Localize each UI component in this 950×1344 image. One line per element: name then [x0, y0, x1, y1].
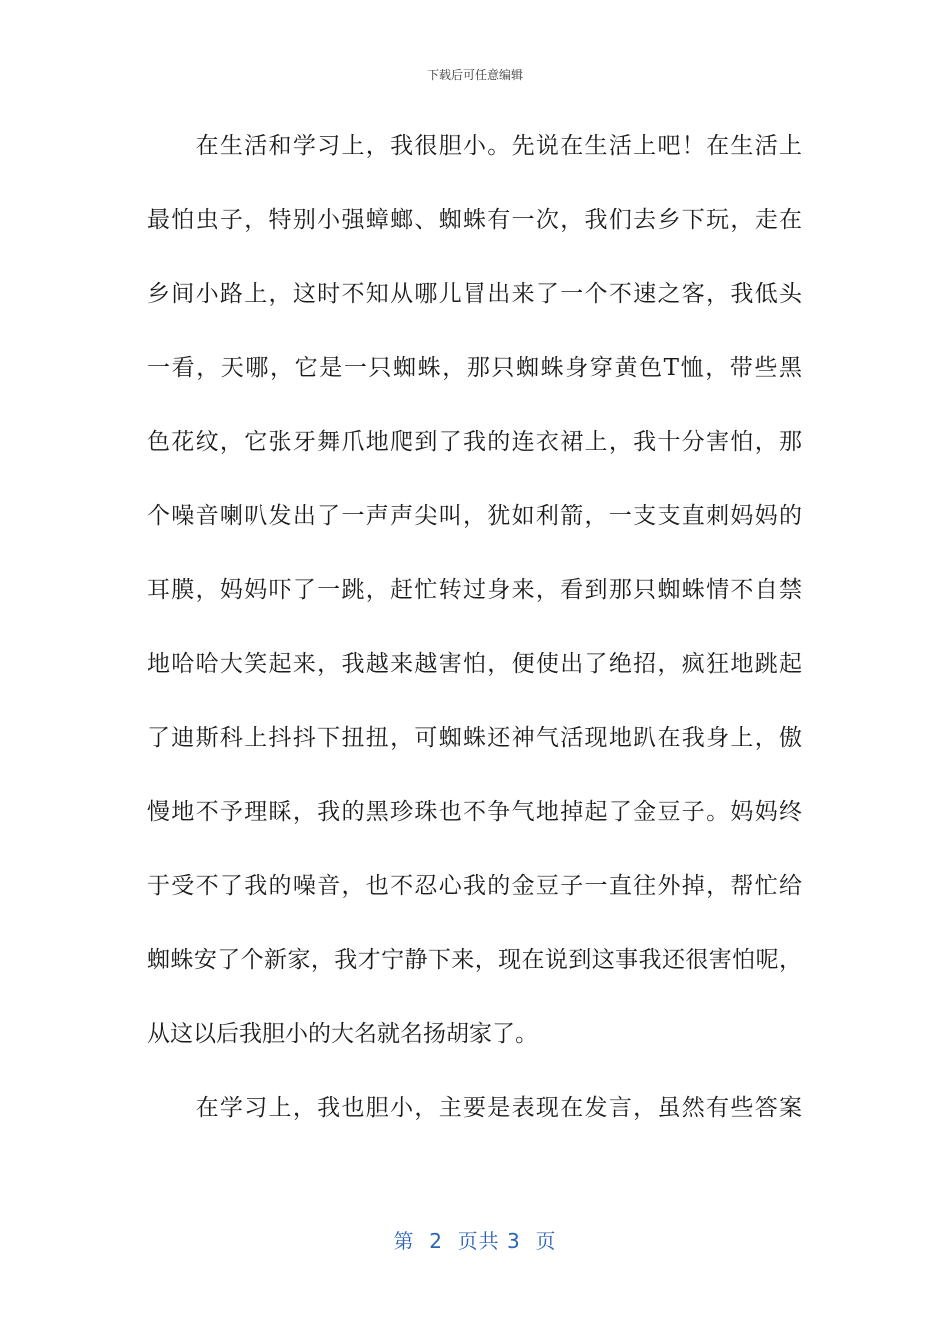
text-line: 地哈哈大笑起来，我越来越害怕，便使出了绝招，疯狂地跳起	[147, 651, 802, 677]
text-line: 色花纹，它张牙舞爪地爬到了我的连衣裙上，我十分害怕，那	[147, 429, 802, 455]
text-line: 一看，天哪，它是一只蜘蛛，那只蜘蛛身穿黄色T恤，带些黑	[147, 355, 802, 381]
text-line: 了迪斯科上抖抖下扭扭，可蜘蛛还神气活现地趴在我身上，傲	[147, 725, 802, 751]
text-line: 乡间小路上，这时不知从哪儿冒出来了一个不速之客，我低头	[147, 281, 802, 307]
text-line: 耳膜，妈妈吓了一跳，赶忙转过身来，看到那只蜘蛛情不自禁	[147, 577, 802, 603]
page-footer	[0, 1225, 950, 1254]
text-line: 在生活和学习上，我很胆小。先说在生活上吧！在生活上	[147, 133, 802, 159]
text-line: 从这以后我胆小的大名就名扬胡家了。	[147, 1021, 538, 1047]
page-number: 第 2 页共 3 页	[393, 1229, 557, 1253]
text-line: 蜘蛛安了个新家，我才宁静下来，现在说到这事我还很害怕呢，	[147, 947, 802, 973]
text-line: 个噪音喇叭发出了一声声尖叫，犹如利箭，一支支直刺妈妈的	[147, 503, 802, 529]
text-line: 慢地不予理睬，我的黑珍珠也不争气地掉起了金豆子。妈妈终	[147, 799, 802, 825]
text-line: 在学习上，我也胆小，主要是表现在发言，虽然有些答案	[147, 1095, 802, 1121]
page-header: 下载后可任意编辑	[426, 68, 523, 82]
text-line: 于受不了我的噪音，也不忍心我的金豆子一直往外掉，帮忙给	[147, 873, 802, 899]
text-line: 最怕虫子，特别小强蟑螂、蜘蛛有一次，我们去乡下玩，走在	[147, 207, 802, 233]
document-body	[147, 122, 802, 1158]
